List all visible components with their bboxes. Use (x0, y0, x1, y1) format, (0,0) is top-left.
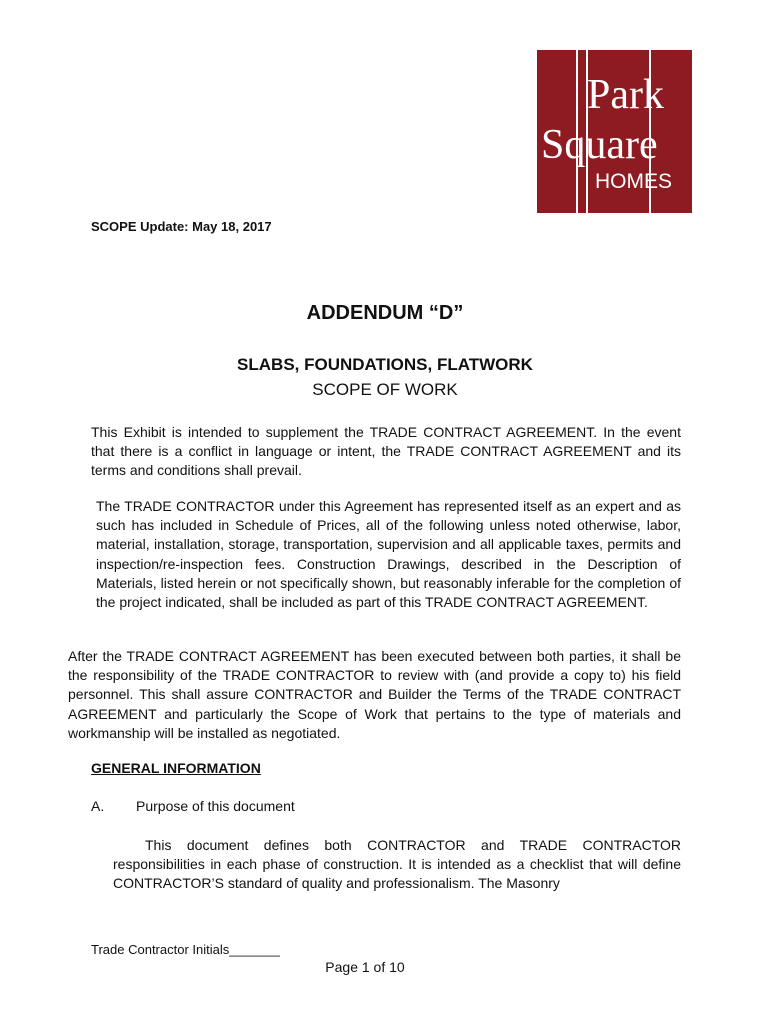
document-subtitle: SLABS, FOUNDATIONS, FLATWORK (237, 355, 533, 374)
logo-text-square: Square (541, 122, 658, 168)
document-title: ADDENDUM “D” (306, 302, 464, 324)
park-square-homes-logo (537, 50, 692, 213)
scope-update-date: SCOPE Update: May 18, 2017 (91, 219, 272, 234)
logo-text-homes: HOMES (595, 170, 673, 193)
page-number: Page 1 of 10 (325, 959, 405, 975)
document-subtitle-scope: SCOPE OF WORK (312, 380, 458, 399)
intro-paragraph: This Exhibit is intended to supplement the TRADE CONTRACT AGREEMENT. In the event that there is a conflict in language or intent, the TRADE CONTRACT AGREEMENT and its terms and conditions shall prevail. (91, 424, 681, 479)
logo-text-park: Park (587, 72, 664, 118)
trade-contractor-paragraph: The TRADE CONTRACTOR under this Agreement has represented itself as an expert and as such has included in Schedule of Prices, all of the following unless noted otherwise, labor, material, installation, storage, transportation, supervision and all applicable taxes, permits and inspection/re-inspection fees. Construction Drawings, described in the Description of Materials, listed herein or not specifically shown, but reasonably inferable for the completion of the project indicated, shall be included as part of this TRADE CONTRACT AGREEMENT. (96, 498, 681, 611)
trade-contractor-initials: Trade Contractor Initials_______ (91, 942, 280, 957)
logo-graphic (537, 50, 692, 213)
section-a-letter: A. (91, 798, 105, 814)
section-a-paragraph: This document defines both CONTRACTOR and TRADE CONTRACTOR responsibilities in each phase of construction. It is intended as a checklist that will define CONTRACTOR’S standard of quality and professionalism. The Masonry (113, 837, 681, 892)
general-information-heading: GENERAL INFORMATION (91, 760, 261, 776)
agreement-execution-paragraph: After the TRADE CONTRACT AGREEMENT has been executed between both parties, it shall be the responsibility of the TRADE CONTRACTOR to review with (and provide a copy to) his field personnel. This shall assure CONTRACTOR and Builder the Terms of the TRADE CONTRACT AGREEMENT and particularly the Scope of Work that pertains to the type of materials and workmanship will be installed as negotiated. (68, 648, 681, 741)
section-a-title: Purpose of this document (136, 798, 295, 814)
